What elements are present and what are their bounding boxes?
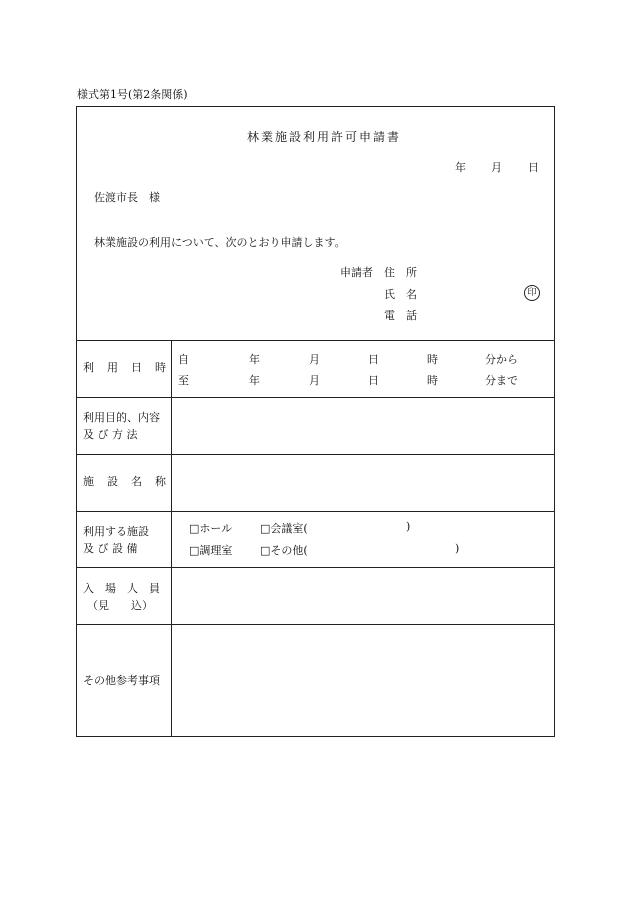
addressee: 佐渡市長 様 — [94, 191, 160, 204]
row-divider — [77, 397, 554, 398]
meeting-room-checkbox[interactable]: □会議室( — [260, 522, 308, 535]
other-close: ) — [455, 542, 460, 555]
row-divider — [77, 567, 554, 568]
row-divider — [77, 454, 554, 455]
to-prefix: 至 — [178, 374, 189, 387]
to-hour: 時 — [427, 374, 438, 387]
attendees-label: 入 場 人 員 — [83, 582, 160, 595]
to-minute: 分まで — [485, 374, 518, 387]
row-divider — [77, 340, 554, 341]
application-form — [76, 106, 555, 737]
from-day: 日 — [368, 353, 379, 366]
from-hour: 時 — [427, 353, 438, 366]
to-month: 月 — [309, 374, 320, 387]
seal-icon: 印 — [524, 285, 540, 301]
applicant-label: 申請者 — [340, 266, 373, 279]
kitchen-checkbox[interactable]: □調理室 — [189, 544, 233, 557]
from-year: 年 — [249, 353, 260, 366]
date-day-label: 日 — [528, 161, 539, 174]
hall-checkbox[interactable]: □ホール — [189, 522, 233, 535]
applicant-phone-label: 電 話 — [384, 309, 417, 322]
equipment-label: 利用する施設 — [83, 525, 149, 538]
column-divider — [171, 340, 172, 737]
date-year-label: 年 — [455, 161, 466, 174]
form-title: 林業施設利用許可申請書 — [247, 130, 402, 144]
purpose-label: 利用目的、内容 — [83, 411, 160, 424]
purpose-label-2: 及 び 方 法 — [83, 428, 138, 441]
applicant-address-label: 住 所 — [384, 266, 417, 279]
remarks-label: その他参考事項 — [83, 674, 160, 687]
from-prefix: 自 — [178, 353, 189, 366]
to-day: 日 — [368, 374, 379, 387]
equipment-label-2: 及 び 設 備 — [83, 542, 138, 555]
applicant-name-label: 氏 名 — [384, 288, 417, 301]
date-month-label: 月 — [491, 161, 502, 174]
other-checkbox[interactable]: □その他( — [260, 544, 308, 557]
facility-name-label: 施 設 名 称 — [83, 475, 167, 488]
intro-text: 林業施設の利用について、次のとおり申請します。 — [94, 236, 346, 249]
to-year: 年 — [249, 374, 260, 387]
meeting-room-close: ) — [406, 520, 411, 533]
row-divider — [77, 624, 554, 625]
row-divider — [77, 511, 554, 512]
form-number: 様式第1号(第2条関係) — [77, 88, 188, 101]
from-minute: 分から — [485, 353, 518, 366]
datetime-label: 利 用 日 時 — [83, 361, 167, 374]
attendees-label-2: （見 込） — [87, 599, 153, 612]
from-month: 月 — [309, 353, 320, 366]
